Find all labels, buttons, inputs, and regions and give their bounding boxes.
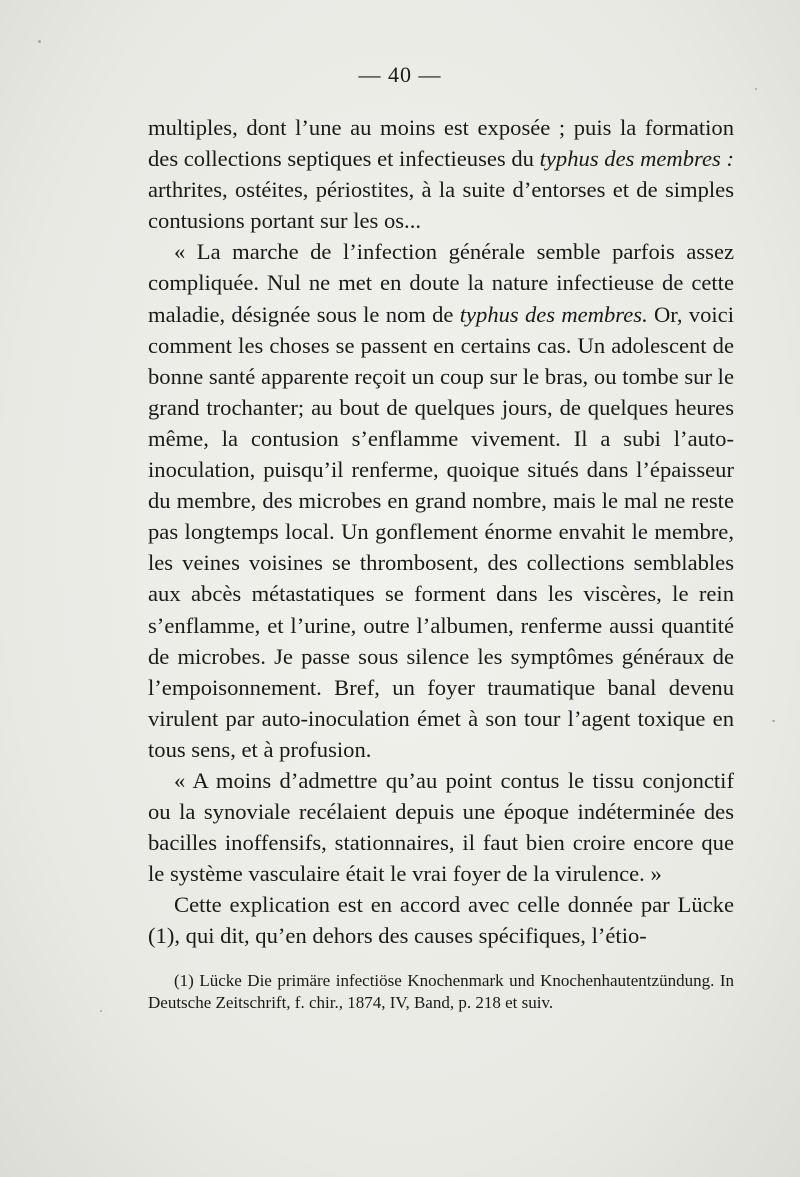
paragraph-2 — [148, 236, 734, 765]
paragraph-1-emphasis: typhus des membres : — [539, 146, 734, 172]
paragraph-1-text: multiples, dont l’une au moins est exposée ; puis la formation des collections septiques et infectieuses du — [148, 115, 734, 172]
footnote-1: (1) Lücke Die primäre infectiöse Knochenmark und Knochenhautentzündung. In Deutsche Zeitschrift, f. chir., 1874, IV, Band, p. 218 et suiv. — [148, 971, 734, 1012]
page-number: — 40 — — [358, 62, 442, 87]
footnotes — [148, 970, 734, 1014]
paper-speck — [100, 1010, 102, 1012]
paragraph-3 — [148, 765, 734, 889]
paragraph-4-text: Cette explication est en accord avec celle donnée par Lücke (1), qui dit, qu’en dehors des causes spécifiques, l’étio- — [148, 892, 734, 949]
paragraph-2-text: « La marche de l’infection générale semble parfois assez compliquée. Nul ne met en doute la nature infectieuse de cette maladie, désignée sous le nom de — [148, 239, 734, 327]
paragraph-4 — [148, 889, 734, 951]
paragraph-2-tail: Or, voici comment les choses se passent en certains cas. Un adolescent de bonne santé apparente reçoit un coup sur le bras, ou tombe sur le grand trochanter; au bout de quelques jours, de quelques heures même, la contusion s’enflamme vivement. Il a subi l’auto-inoculation, puisqu’il renferme, quoique situés dans l’épaisseur du membre, des microbes en grand nombre, mais le mal ne reste pas longtemps local. Un gonflement énorme envahit le membre, les veines voisines se thrombosent, des collections semblables aux abcès métastatiques se forment dans les viscères, le rein s’enflamme, et l’urine, outre l’albumen, renferme aussi quantité de microbes. Je passe sous silence les symptômes généraux de l’empoisonnement. Bref, un foyer traumatique banal devenu virulent par auto-inoculation émet à son tour l’agent toxique en tous sens, et à profusion. — [148, 301, 734, 762]
paper-speck — [755, 88, 757, 90]
paragraph-3-text: « A moins d’admettre qu’au point contus le tissu conjonctif ou la synoviale recélaient depuis une époque indéterminée des bacilles inoffensifs, stationnaires, il faut bien croire encore que le système vasculaire était le vrai foyer de la virulence. » — [148, 767, 734, 887]
paper-speck — [38, 40, 41, 43]
body-text — [148, 112, 734, 952]
paper-speck — [772, 720, 775, 722]
paragraph-1-tail: arthrites, ostéites, périostites, à la suite d’entorses et de simples contusions portant sur les os... — [148, 177, 734, 234]
paragraph-1 — [148, 112, 734, 236]
paragraph-2-emphasis: typhus des membres. — [459, 301, 648, 327]
